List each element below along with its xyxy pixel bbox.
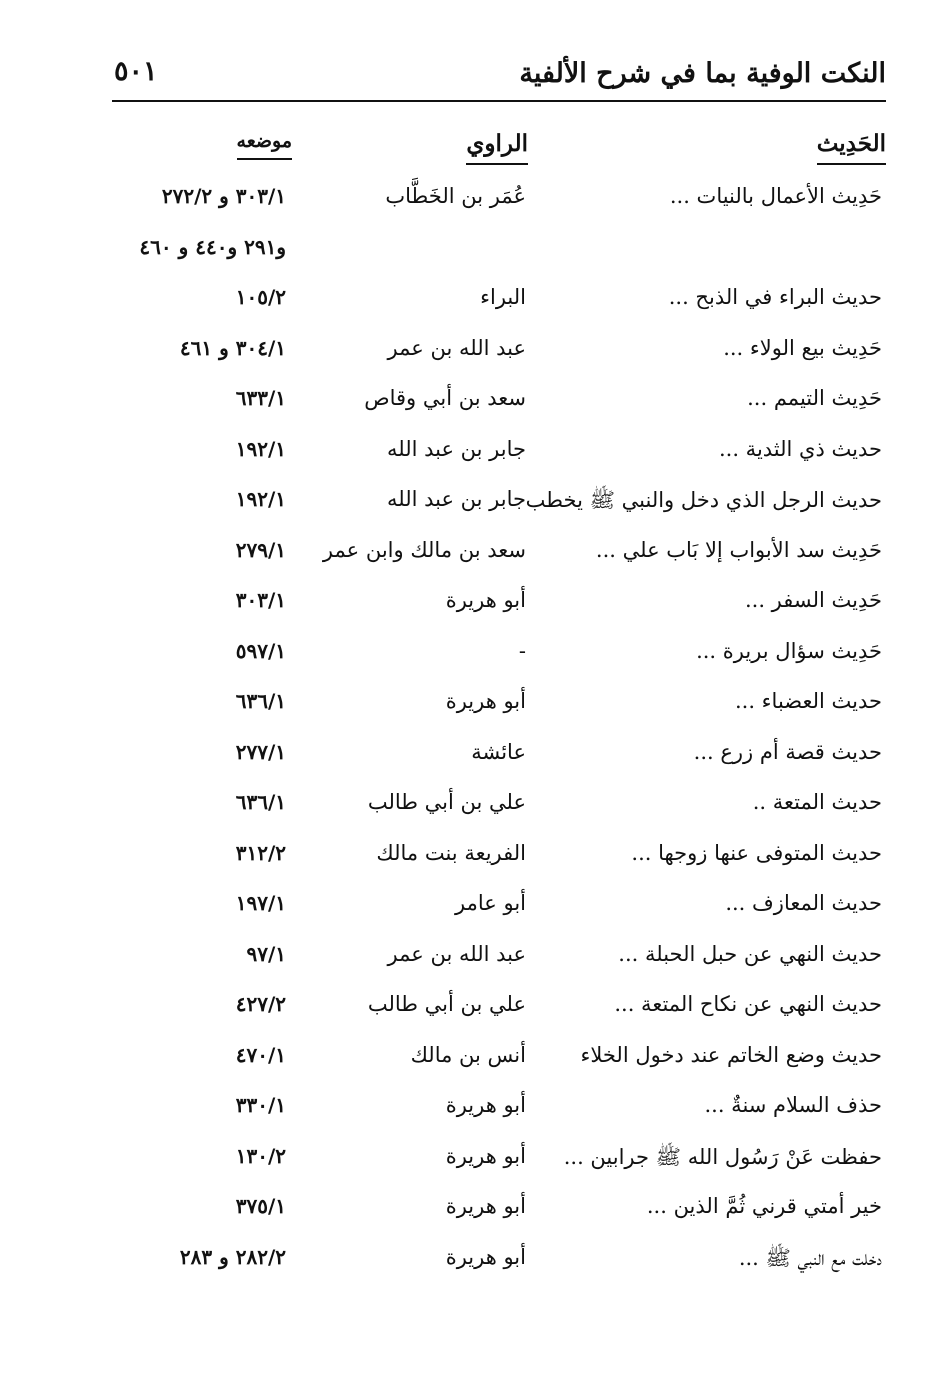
table-row: [0, 934, 944, 985]
mawdi-cell: ١٣٠/٢: [235, 1143, 286, 1168]
rawi-cell: علي بن أبي طالب: [367, 992, 526, 1016]
hadith-cell: حديث النهي عن حبل الحبلة ...: [618, 941, 882, 966]
page-number: ٥٠١: [114, 56, 158, 87]
table-row: [0, 1136, 944, 1187]
rawi-cell: أبو هريرة: [445, 1143, 526, 1168]
table-row: [0, 277, 944, 328]
mawdi-cell: ٣٧٥/١: [235, 1194, 286, 1218]
mawdi-cell: ٦٣٣/١: [235, 386, 286, 410]
hadith-cell: حديث وضع الخاتم عند دخول الخلاء: [580, 1042, 882, 1067]
hadith-cell: حديث المتعة ..: [752, 790, 882, 814]
table-row: [0, 732, 944, 783]
table-row: [0, 1237, 944, 1288]
column-header-mawdi-label: موضعه: [236, 130, 292, 152]
mawdi-cell: ١٩٧/١: [235, 891, 286, 915]
hadith-cell: حديث قصة أم زرع ...: [693, 739, 882, 764]
mawdi-cell: ٥٩٧/١: [235, 638, 286, 663]
rawi-cell: أبو هريرة: [445, 1093, 526, 1117]
column-header-underline: [466, 163, 528, 165]
table-row: [0, 1186, 944, 1237]
rawi-cell: عبد الله بن عمر: [387, 335, 526, 360]
index-table: [0, 176, 944, 1287]
mawdi-cell: ٣٣٠/١: [235, 1093, 286, 1117]
table-row: [0, 328, 944, 379]
table-row: [0, 580, 944, 631]
header-rule: [112, 100, 886, 102]
mawdi-cell: ٢٧٩/١: [235, 537, 286, 562]
table-row: [0, 176, 944, 227]
hadith-cell: حَدِيث سؤال بريرة ...: [696, 638, 882, 663]
mawdi-cell: و٢٩١ و٤٤٠ و ٤٦٠: [139, 234, 286, 259]
mawdi-cell: ٤٧٠/١: [235, 1042, 286, 1067]
rawi-cell: أبو هريرة: [445, 588, 526, 612]
hadith-cell: حديث الرجل الذي دخل والنبي ﷺ يخطب: [525, 488, 882, 512]
mawdi-cell: ١٠٥/٢: [235, 285, 286, 309]
hadith-cell: حَدِيث سد الأبواب إلا بَاب علي ...: [595, 537, 882, 562]
running-title: النكت الوفية بما في شرح الألفية: [519, 58, 886, 89]
rawi-cell: البراء: [480, 285, 526, 309]
table-row: [0, 429, 944, 480]
mawdi-cell: ٢٧٧/١: [235, 739, 286, 764]
hadith-cell: حديث البراء في الذبح ...: [668, 285, 882, 309]
table-row: [0, 530, 944, 581]
column-header-rawi-label: الراوي: [466, 130, 528, 157]
hadith-cell: حفظت عَنْ رَسُول الله ﷺ جرابين ...: [563, 1144, 882, 1169]
column-header-mawdi: [237, 130, 292, 156]
mawdi-cell: ٣٠٣/١: [235, 588, 286, 612]
rawi-cell: عُمَر بن الخَطَّاب: [385, 184, 526, 208]
rawi-cell: سعد بن أبي وقاص: [364, 386, 526, 410]
hadith-cell: حَدِيث بيع الولاء ...: [723, 335, 882, 360]
hadith-cell: دخلت مع النبي ﷺ ...: [738, 1245, 882, 1270]
rawi-cell: عائشة: [471, 739, 526, 764]
rawi-cell: أنس بن مالك: [410, 1042, 526, 1067]
hadith-cell: حديث ذي الثدية ...: [718, 436, 882, 461]
rawi-cell: أبو عامر: [455, 891, 526, 915]
table-row: [0, 1085, 944, 1136]
mawdi-cell: ٣٠٣/١ و ٢٧٢/٢: [161, 184, 286, 208]
column-header-underline: [237, 158, 292, 160]
table-row: [0, 227, 944, 278]
mawdi-cell: ٩٧/١: [246, 941, 286, 966]
rawi-cell: أبو هريرة: [445, 1194, 526, 1218]
hadith-cell: حَدِيث التيمم ...: [747, 386, 882, 410]
hadith-cell: حَدِيث الأعمال بالنيات ...: [669, 184, 882, 208]
rawi-cell: جابر بن عبد الله: [386, 436, 526, 461]
column-header-hadith: [817, 130, 886, 161]
table-row: [0, 1035, 944, 1086]
mawdi-cell: ٦٣٦/١: [235, 689, 286, 713]
column-header-hadith-label: الحَدِيث: [816, 130, 886, 157]
rawi-cell: سعد بن مالك وابن عمر: [322, 537, 526, 562]
rawi-cell: جابر بن عبد الله: [386, 487, 526, 511]
rawi-cell: أبو هريرة: [445, 1244, 526, 1269]
mawdi-cell: ١٩٢/١: [235, 487, 286, 511]
rawi-cell: -: [518, 638, 526, 663]
column-header-underline: [817, 163, 886, 165]
table-row: [0, 883, 944, 934]
rawi-cell: عبد الله بن عمر: [387, 941, 526, 966]
table-row: [0, 479, 944, 530]
hadith-cell: حديث المتوفى عنها زوجها ...: [631, 840, 882, 865]
hadith-cell: خير أمتي قرني ثُمَّ الذين ...: [646, 1194, 882, 1218]
table-row: [0, 782, 944, 833]
mawdi-cell: ٣١٢/٢: [235, 840, 286, 865]
hadith-cell: حَدِيث السفر ...: [744, 588, 882, 612]
hadith-cell: حديث المعازف ...: [725, 891, 882, 915]
mawdi-cell: ٦٣٦/١: [235, 790, 286, 814]
mawdi-cell: ٤٢٧/٢: [235, 992, 286, 1016]
column-header-rawi: [466, 130, 528, 161]
table-row: [0, 833, 944, 884]
rawi-cell: علي بن أبي طالب: [367, 790, 526, 814]
table-row: [0, 681, 944, 732]
table-row: [0, 984, 944, 1035]
mawdi-cell: ٣٠٤/١ و ٤٦١: [179, 335, 286, 360]
mawdi-cell: ٢٨٢/٢ و ٢٨٣: [179, 1244, 286, 1269]
table-row: [0, 631, 944, 682]
rawi-cell: الفريعة بنت مالك: [376, 840, 526, 865]
rawi-cell: أبو هريرة: [445, 689, 526, 713]
hadith-cell: حديث العضباء ...: [734, 689, 882, 713]
mawdi-cell: ١٩٢/١: [235, 436, 286, 461]
hadith-cell: حذف السلام سنةٌ ...: [704, 1093, 882, 1117]
hadith-cell: حديث النهي عن نكاح المتعة ...: [614, 992, 882, 1016]
table-row: [0, 378, 944, 429]
